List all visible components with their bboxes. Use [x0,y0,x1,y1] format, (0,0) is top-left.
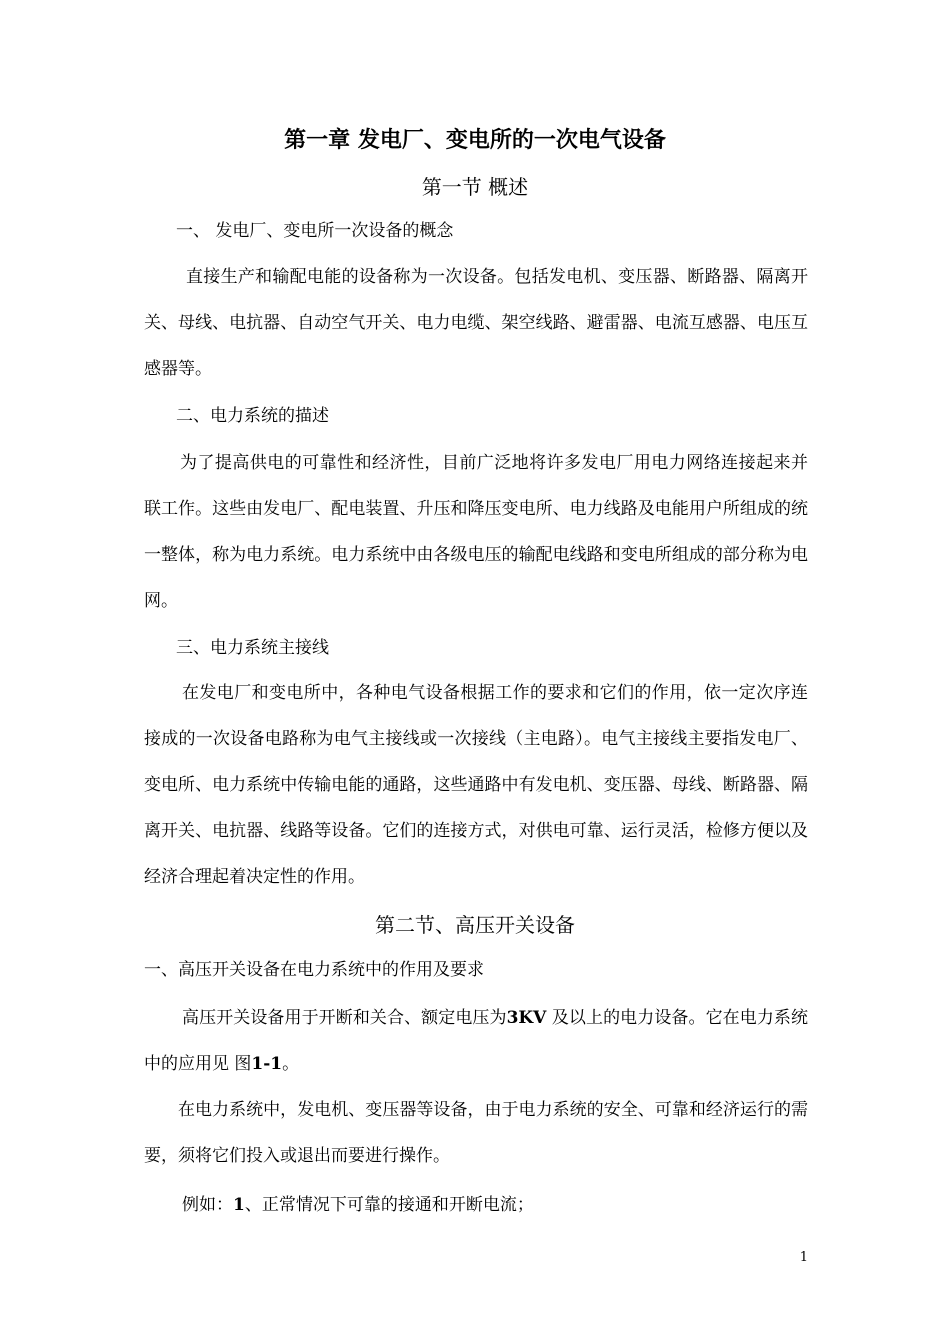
chapter-title: 第一章 发电厂、变电所的一次电气设备 [284,127,666,153]
example-text: 、正常情况下可靠的接通和开断电流； [244,1195,534,1215]
section-1-item-2-heading: 二、电力系统的描述 [176,406,329,426]
example-label: 例如： [182,1195,233,1215]
section-2-item-1-heading: 一、高压开关设备在电力系统中的作用及要求 [144,960,484,980]
example-number: 1 [233,1195,245,1215]
example-line [182,1190,846,1220]
section-2-paragraph-1 [144,995,808,1087]
section-1-item-1-text: 直接生产和输配电能的设备称为一次设备。包括发电机、变压器、断路器、隔离开关、母线、电抗器、自动空气开关、电力电缆、架空线路、避雷器、电流互感器、电压互感器等。 [144,267,808,379]
page-number: 1 [799,1250,808,1265]
figure-reference: 1-1 [251,1054,283,1074]
para1-text-start: 高压开关设备用于开断和关合、额定电压为 [182,1008,507,1028]
section-1-item-3-text: 在发电厂和变电所中，各种电气设备根据工作的要求和它们的作用，依一定次序连接成的一次设备电路称为电气主接线或一次接线（主电路）。电气主接线主要指发电厂、变电所、电力系统中传输电能的通路，这些通路中有发电机、变压器、母线、断路器、隔离开关、电抗器、线路等设备。它们的连接方式，对供电可靠、运行灵活，检修方便以及经济合理起着决定性的作用。 [144,683,808,887]
section-1-title: 第一节 概述 [421,175,529,199]
para1-text-middle: 及以上的电力设备。它在电力系统中的应用见 图 [144,1008,808,1074]
section-2-title: 第二节、高压开关设备 [375,913,575,937]
section-1-item-2-text: 为了提高供电的可靠性和经济性，目前广泛地将许多发电厂用电力网络连接起来并联工作。这些由发电厂、配电装置、升压和降压变电所、电力线路及电能用户所组成的统一整体，称为电力系统。电力系统中由各级电压的输配电线路和变电所组成的部分称为电网。 [144,453,808,611]
section-1-item-3-heading: 三、电力系统主接线 [176,638,329,658]
section-1-item-1-heading: 一、 发电厂、变电所一次设备的概念 [176,221,454,241]
section-2-paragraph-2: 在电力系统中，发电机、变压器等设备，由于电力系统的安全、可靠和经济运行的需要，须将它们投入或退出而要进行操作。 [144,1100,808,1166]
voltage-value: 3KV [506,1008,547,1028]
para1-text-end: 。 [282,1054,300,1074]
